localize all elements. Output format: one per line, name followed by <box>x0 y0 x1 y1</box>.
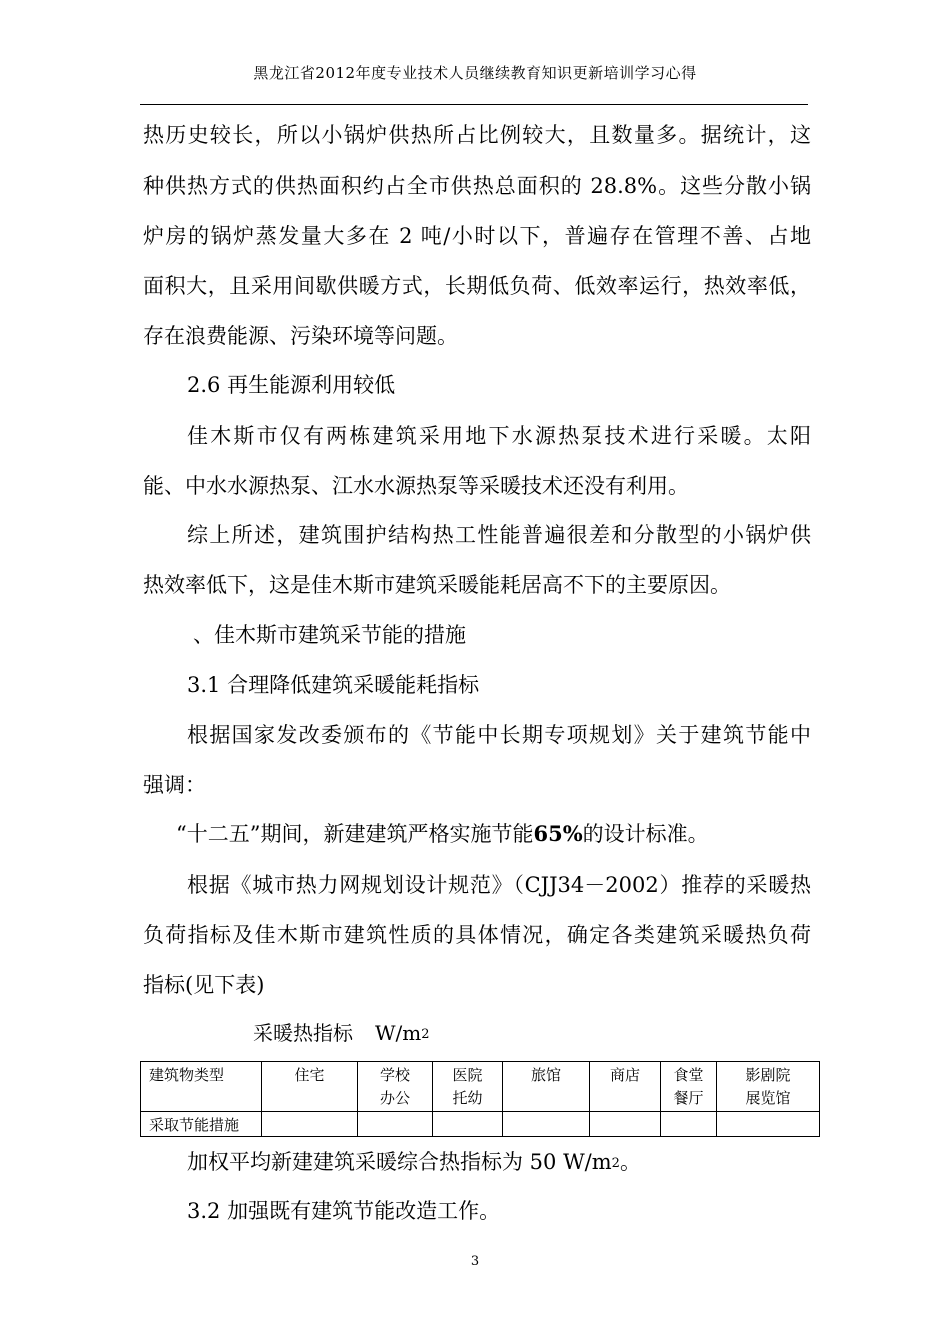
table-title-text: 采暖热指标 <box>253 1021 353 1045</box>
paragraph-line: 面积大，且采用间歇供暖方式，长期低负荷、低效率运行，热效率低， <box>143 274 811 298</box>
table-cell <box>717 1112 820 1137</box>
table-cell <box>661 1112 717 1137</box>
table-cell: 食堂 餐厅 <box>661 1062 717 1112</box>
table-cell <box>503 1112 590 1137</box>
table-cell <box>433 1112 503 1137</box>
paragraph-line: 根据国家发改委颁布的《节能中长期专项规划》关于建筑节能中 <box>187 723 811 747</box>
table-cell: 学校 办公 <box>358 1062 433 1112</box>
table-cell: 建筑物类型 <box>141 1062 262 1112</box>
table-row <box>141 1112 820 1137</box>
heat-index-table <box>140 1061 820 1137</box>
header-divider <box>140 104 808 105</box>
paragraph-line: 能、中水水源热泵、江水水源热泵等采暖技术还没有利用。 <box>143 474 689 498</box>
section-heading-3-1: 3.1 合理降低建筑采暖能耗指标 <box>187 673 480 697</box>
section-heading-3: 、佳木斯市建筑采节能的措施 <box>193 623 466 647</box>
emphasis-suffix: 的设计标准。 <box>582 822 709 846</box>
table-cell: 旅馆 <box>503 1062 590 1112</box>
section-heading-3-2: 3.2 加强既有建筑节能改造工作。 <box>187 1199 501 1223</box>
paragraph-line: 炉房的锅炉蒸发量大多在 2 吨/小时以下，普遍存在管理不善、占地 <box>143 224 811 248</box>
table-cell: 住宅 <box>262 1062 358 1112</box>
page-header: 黑龙江省2012年度专业技术人员继续教育知识更新培训学习心得 <box>253 64 697 82</box>
table-cell <box>590 1112 661 1137</box>
paragraph-line: 负荷指标及佳木斯市建筑性质的具体情况，确定各类建筑采暖热负荷 <box>143 923 811 947</box>
paragraph-line: 强调： <box>143 773 206 797</box>
paragraph-line: 热效率低下，这是佳木斯市建筑采暖能耗居高不下的主要原因。 <box>143 573 731 597</box>
paragraph-line: 综上所述，建筑围护结构热工性能普遍很差和分散型的小锅炉供 <box>187 523 811 547</box>
table-cell: 商店 <box>590 1062 661 1112</box>
table-cell <box>358 1112 433 1137</box>
page-number: 3 <box>470 1254 480 1269</box>
table-header-row <box>141 1062 820 1112</box>
emphasis-line <box>176 820 844 848</box>
emphasis-percent: 65% <box>533 821 583 846</box>
section-heading-2-6: 2.6 再生能源利用较低 <box>187 373 396 397</box>
table-cell: 影剧院 展览馆 <box>717 1062 820 1112</box>
emphasis-text: “十二五”期间，新建建筑严格实施节能 <box>176 822 534 846</box>
paragraph-line: 热历史较长，所以小锅炉供热所占比例较大，且数量多。据统计，这 <box>143 123 811 147</box>
paragraph-line: 指标(见下表) <box>143 973 265 997</box>
table-cell: 采取节能措施 <box>141 1112 262 1137</box>
paragraph-line: 根据《城市热力网规划设计规范》（CJJ34－2002）推荐的采暖热 <box>187 873 811 897</box>
table-title <box>253 1017 430 1046</box>
table-cell: 医院 托幼 <box>433 1062 503 1112</box>
paragraph-line: 种供热方式的供热面积约占全市供热总面积的 28.8%。这些分散小锅 <box>143 174 811 198</box>
paragraph-line: 佳木斯市仅有两栋建筑采用地下水源热泵技术进行采暖。太阳 <box>187 424 811 448</box>
weighted-index-line: 加权平均新建建筑采暖综合热指标为 50 $W/m^2$。 <box>187 1150 641 1174</box>
paragraph-line: 存在浪费能源、污染环境等问题。 <box>143 324 458 348</box>
table-unit: $W/m^2$ <box>375 1021 430 1045</box>
table-cell <box>262 1112 358 1137</box>
